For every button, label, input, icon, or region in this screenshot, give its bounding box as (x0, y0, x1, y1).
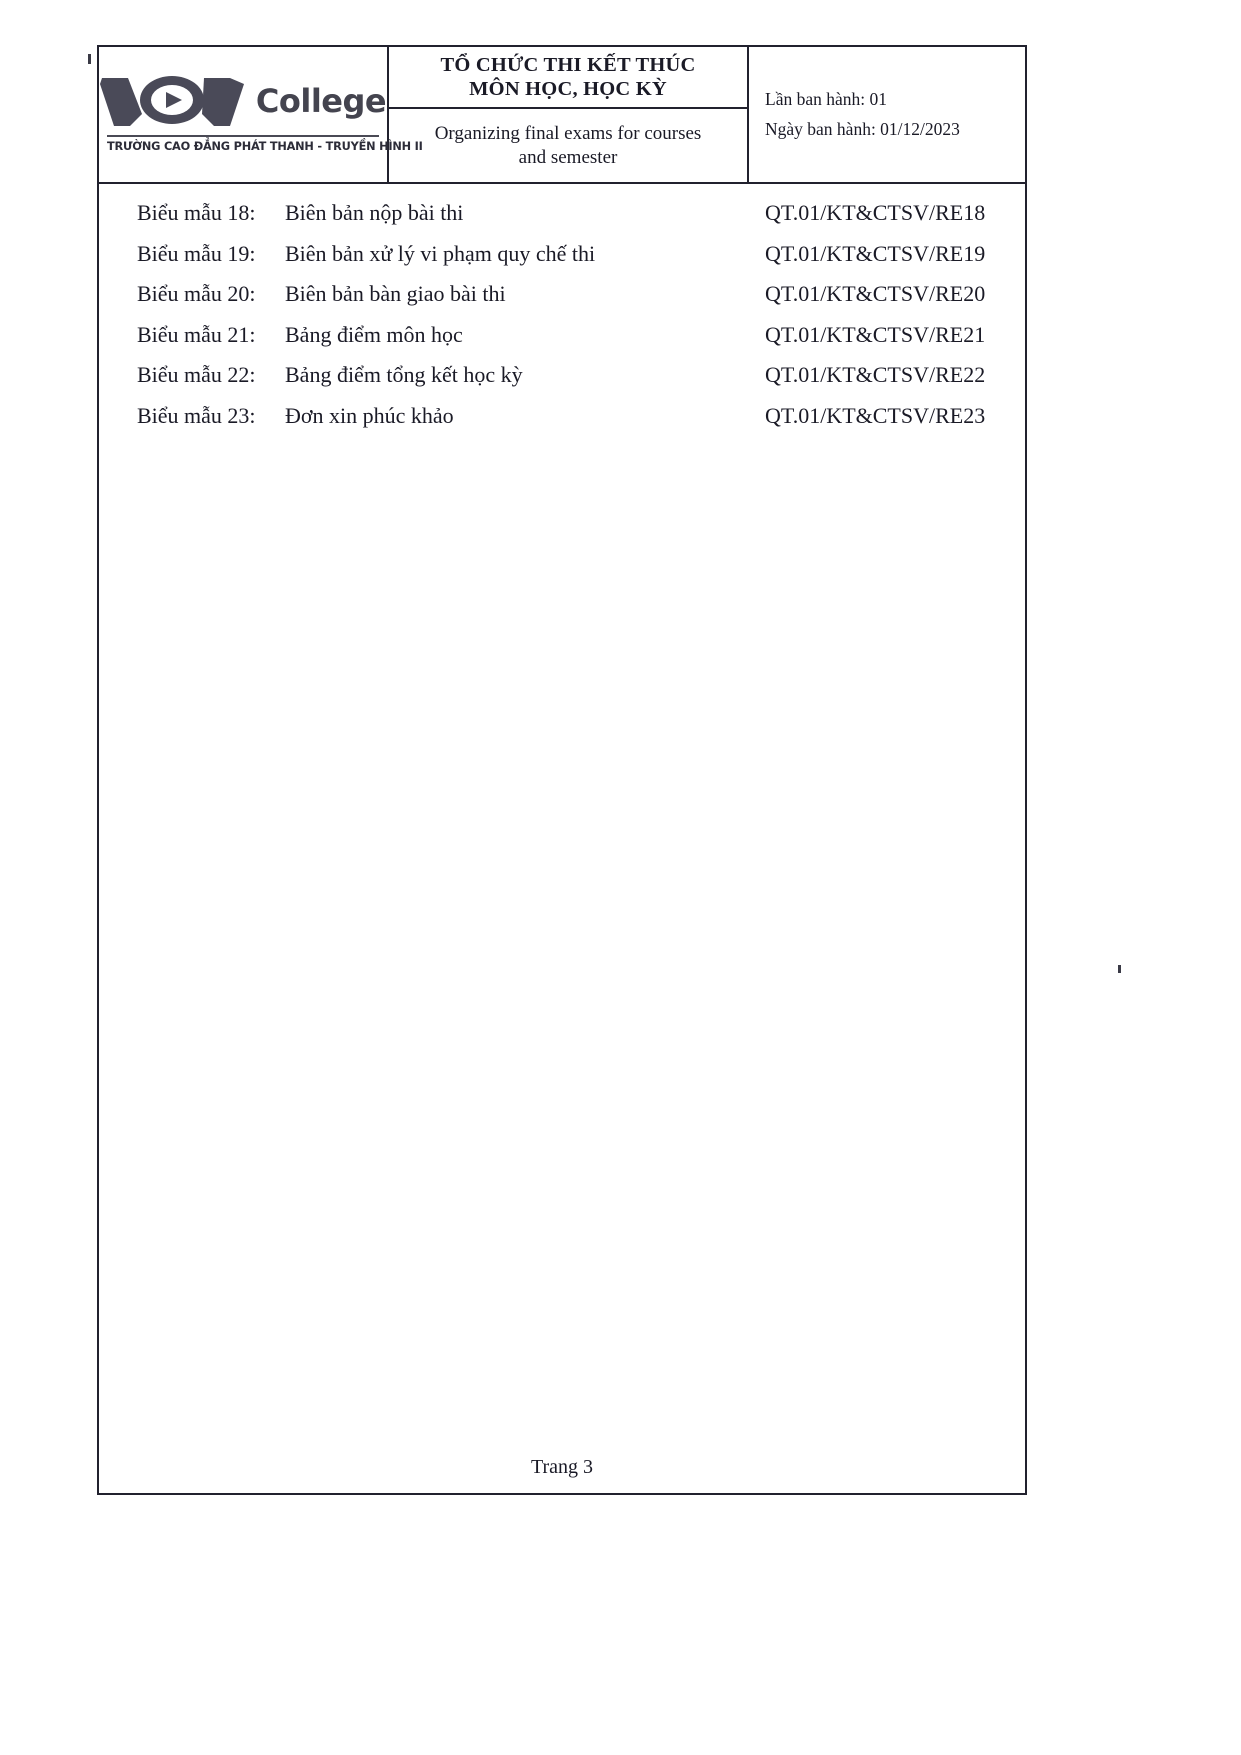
form-name: Biên bản bàn giao bài thi (285, 281, 506, 306)
header-title-cell (389, 47, 749, 182)
list-item (99, 402, 1025, 428)
form-name: Bảng điểm tổng kết học kỳ (285, 362, 523, 387)
title-vn-line1: TỔ CHỨC THI KẾT THÚC (440, 53, 696, 76)
form-code: QT.01/KT&CTSV/RE19 (765, 240, 986, 266)
form-label: Biểu mẫu 22: (137, 362, 256, 387)
scan-edge-artifact-right (1118, 965, 1121, 973)
form-name: Biên bản nộp bài thi (285, 200, 464, 225)
form-name: Đơn xin phúc khảo (285, 402, 454, 428)
form-label: Biểu mẫu 20: (137, 281, 256, 306)
document-page (97, 45, 1027, 1495)
header-title-vn (389, 47, 747, 109)
list-item (99, 364, 1025, 386)
title-vn-line2: MÔN HỌC, HỌC KỲ (469, 78, 667, 100)
form-code: QT.01/KT&CTSV/RE23 (765, 402, 986, 428)
list-item (99, 283, 1025, 305)
form-name: Bảng điểm môn học (285, 321, 463, 347)
form-label: Biểu mẫu 19: (137, 240, 256, 266)
list-item (99, 240, 1025, 266)
logo-row (100, 74, 386, 130)
vov-college-logo (100, 74, 423, 153)
form-label: Biểu mẫu 21: (137, 321, 256, 347)
form-name: Biên bản xử lý vi phạm quy chế thi (285, 240, 596, 266)
logo-college-text: College (255, 82, 387, 120)
document-header-table (99, 47, 1025, 184)
vov-wordmark (100, 74, 248, 130)
form-code: QT.01/KT&CTSV/RE20 (765, 281, 986, 306)
page-number: Trang 3 (530, 1456, 594, 1478)
header-logo-cell (99, 47, 423, 182)
scan-edge-artifact-left (88, 54, 91, 64)
list-item (99, 202, 1025, 224)
form-label: Biểu mẫu 23: (137, 402, 256, 428)
title-en-line1: Organizing final exams for courses (434, 122, 702, 144)
form-code: QT.01/KT&CTSV/RE22 (765, 362, 986, 387)
title-en-line2: and semester (518, 146, 618, 168)
list-item (99, 321, 1025, 347)
issue-number: Lần ban hành: 01 (765, 88, 887, 109)
form-code: QT.01/KT&CTSV/RE18 (765, 200, 986, 225)
form-label: Biểu mẫu 18: (137, 200, 256, 225)
logo-school-line: TRƯỜNG CAO ĐẲNG PHÁT THANH - TRUYỀN HÌNH II (107, 135, 379, 153)
header-issue-cell (749, 47, 1025, 182)
issue-date: Ngày ban hành: 01/12/2023 (765, 118, 960, 139)
header-title-en (389, 109, 747, 182)
form-list (99, 184, 1025, 445)
form-code: QT.01/KT&CTSV/RE21 (765, 321, 986, 347)
